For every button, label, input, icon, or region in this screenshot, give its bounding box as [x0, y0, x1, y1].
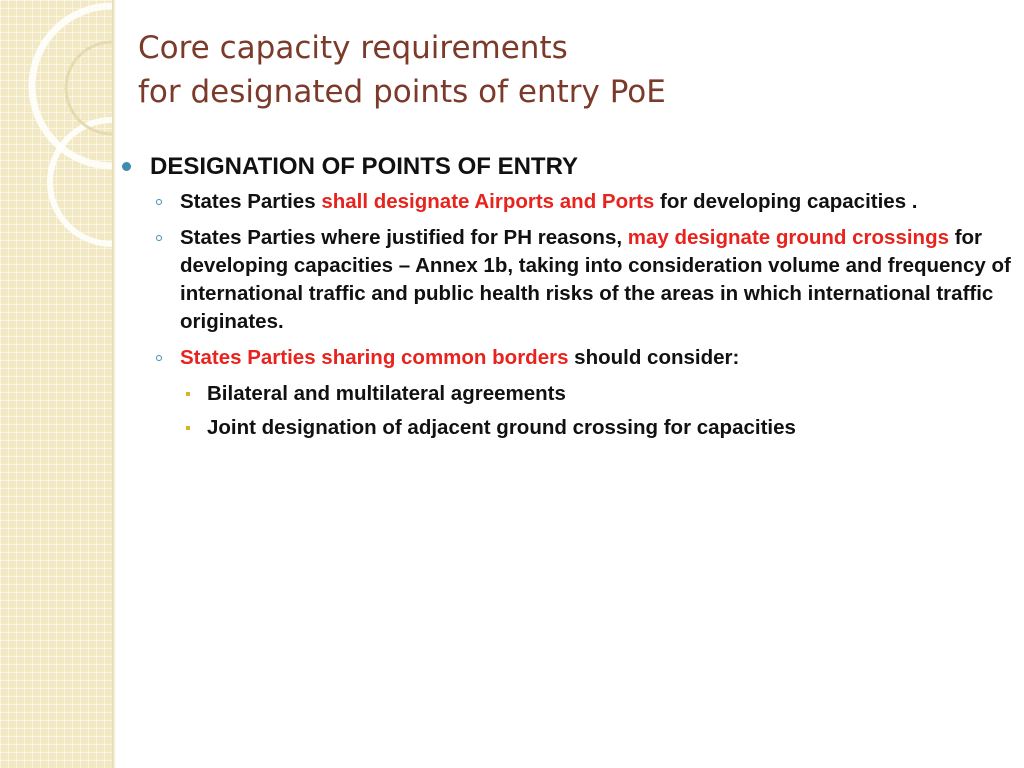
- bullet-emphasis: States Parties sharing common borders: [180, 346, 569, 369]
- sidebar-decoration: [0, 0, 112, 768]
- sub-bullet-joint-designation: [118, 414, 1018, 442]
- bullet-emphasis: shall designate Airports and Ports: [321, 190, 655, 213]
- ring-bullet-icon: [156, 199, 162, 205]
- square-bullet-icon: [186, 392, 190, 396]
- heading-text: DESIGNATION OF POINTS OF ENTRY: [150, 153, 579, 180]
- ring-bullet-icon: [156, 355, 162, 361]
- slide-title: [138, 26, 666, 114]
- ring-arc-large: [32, 6, 112, 166]
- sub-bullet-agreements: [118, 380, 1018, 408]
- ring-bullet-icon: [156, 235, 162, 241]
- title-line-2: for designated points of entry PoE: [138, 74, 666, 110]
- bullet-emphasis: may designate ground crossings: [627, 226, 949, 249]
- sub-bullet-text: Joint designation of adjacent ground crossing for capacities: [207, 416, 796, 439]
- bullet-text: should consider:: [568, 346, 740, 369]
- square-bullet-icon: [186, 426, 190, 430]
- heading-bullet: [118, 150, 1018, 184]
- bullet-text: States Parties where justified for PH reasons,: [180, 226, 628, 249]
- decorative-rings: [0, 0, 112, 768]
- bullet-text: for developing capacities – Annex 1b, taking into consideration volume and frequency of international traffic and public health risks of the areas in which international traffic originates.: [180, 226, 1011, 333]
- sidebar-edge: [112, 0, 116, 768]
- bullet-common-borders: [118, 344, 1018, 372]
- title-line-1: Core capacity requirements: [138, 30, 568, 66]
- round-bullet-icon: [122, 162, 131, 171]
- bullet-text: for developing capacities .: [654, 190, 918, 213]
- slide-content: [118, 150, 1018, 448]
- bullet-text: States Parties: [180, 190, 322, 213]
- sub-bullet-text: Bilateral and multilateral agreements: [207, 382, 566, 405]
- ring-arc-small: [50, 120, 112, 244]
- bullet-ground-crossings: [118, 224, 1018, 336]
- bullet-airports-ports: [118, 188, 1018, 216]
